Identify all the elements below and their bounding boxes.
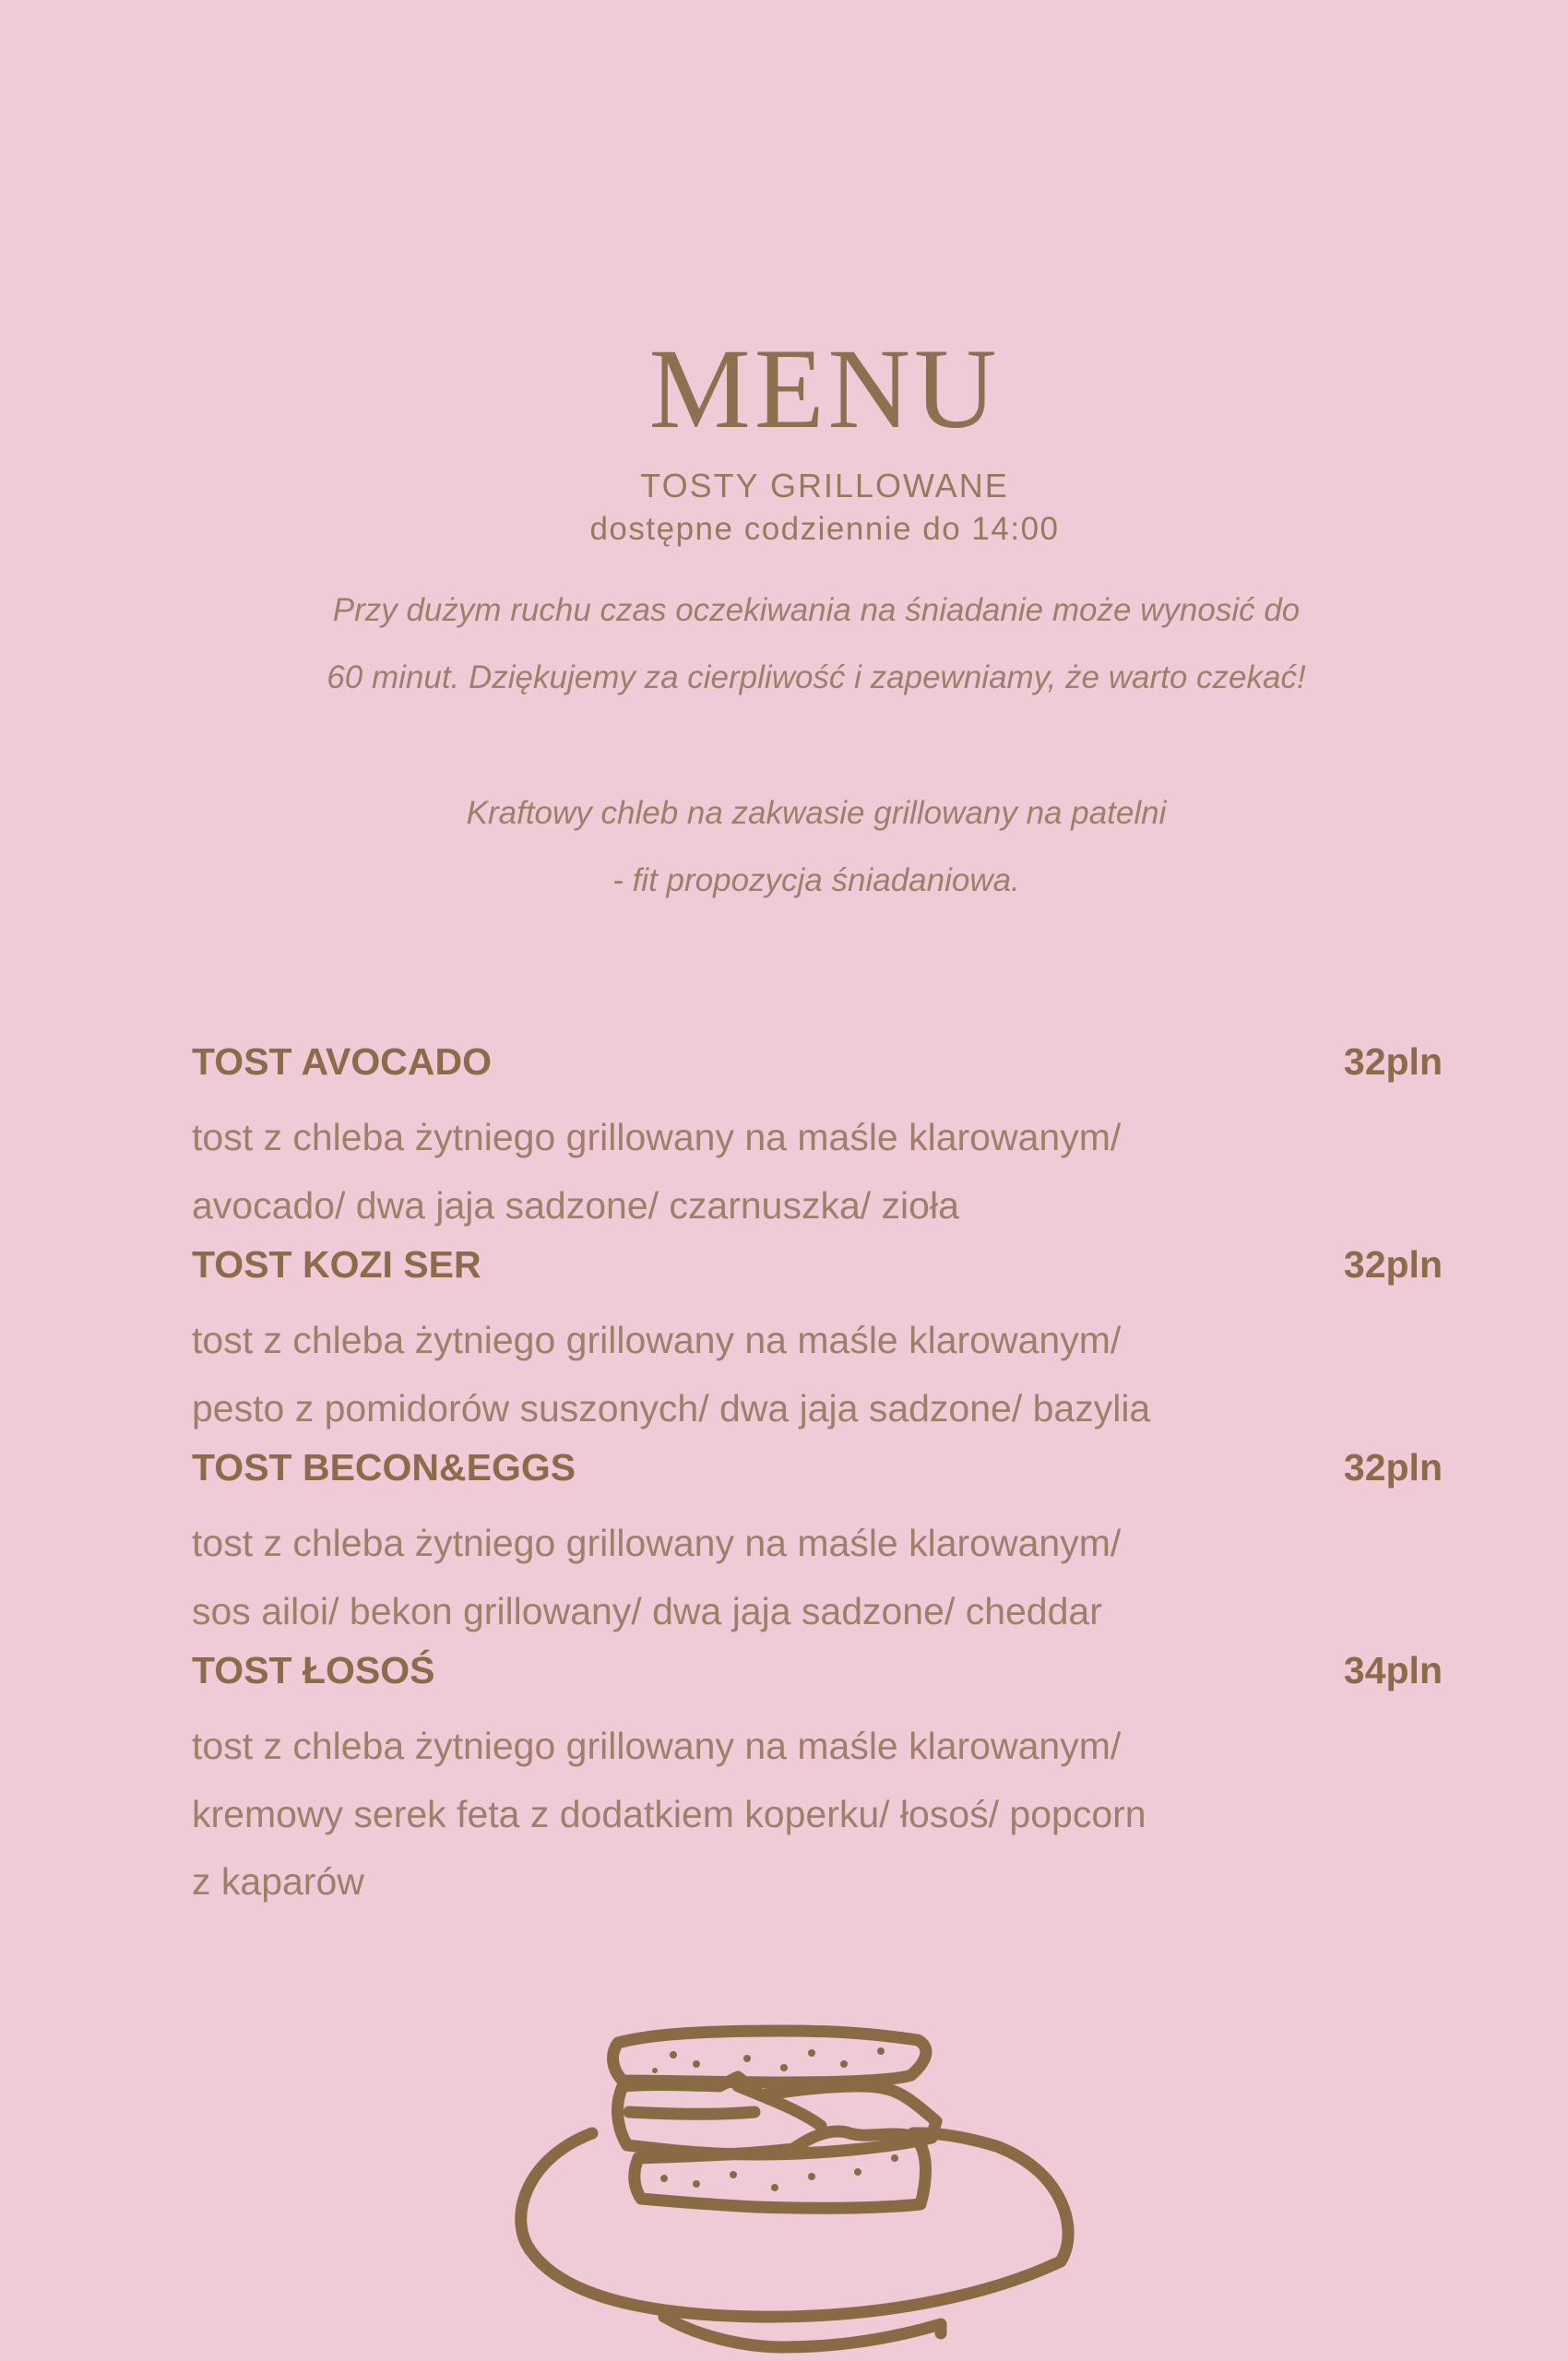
description-line: tost z chleba żytniego grillowany na maśle klarowanym/ xyxy=(192,1116,1122,1158)
description-line: sos ailoi/ bekon grillowany/ dwa jaja sadzone/ cheddar xyxy=(192,1589,1102,1632)
description-line: kremowy serek feta z dodatkiem koperku/ łosoś/ popcorn xyxy=(192,1792,1146,1835)
section-title: TOSTY GRILLOWANE xyxy=(640,467,1009,504)
menu-item-description xyxy=(192,1086,1444,1227)
menu-item-price: 34pln xyxy=(1343,1648,1443,1691)
menu-item-header xyxy=(192,1038,1444,1086)
menu-item xyxy=(192,1646,1444,1903)
menu-item-price: 32pln xyxy=(1343,1445,1443,1489)
menu-item-price: 32pln xyxy=(1343,1242,1443,1286)
menu-item-description xyxy=(192,1288,1444,1430)
description-line: tost z chleba żytniego grillowany na maśle klarowanym/ xyxy=(192,1522,1122,1564)
menu-item-name: TOST BECON&EGGS xyxy=(192,1445,576,1489)
description-line: avocado/ dwa jaja sadzone/ czarnuszka/ zioła xyxy=(192,1183,959,1227)
wait-note-line-1: Przy dużym ruchu czas oczekiwania na śniadanie może wynosić do xyxy=(332,592,1301,628)
description-line: tost z chleba żytniego grillowany na maśle klarowanym/ xyxy=(192,1725,1122,1767)
menu-item-name: TOST AVOCADO xyxy=(192,1039,492,1083)
bread-note-line-2: - fit propozycja śniadaniowa. xyxy=(612,862,1020,898)
menu-item xyxy=(192,1038,1444,1240)
menu-item-header xyxy=(192,1646,1444,1694)
description-line: pesto z pomidorów suszonych/ dwa jaja sadzone/ bazylia xyxy=(192,1386,1151,1430)
menu-item-name: TOST ŁOSOŚ xyxy=(192,1648,435,1691)
wait-note-line-2: 60 minut. Dziękujemy za cierpliwość i zapewniamy, że warto czekać! xyxy=(327,659,1306,695)
description-line: tost z chleba żytniego grillowany na maśle klarowanym/ xyxy=(192,1319,1122,1361)
menu-title: MENU xyxy=(648,326,1001,452)
description-line: z kaparów xyxy=(192,1860,364,1903)
bread-note-line-1: Kraftowy chleb na zakwasie grillowany na patelni xyxy=(466,795,1167,831)
menu-item-header xyxy=(192,1443,1444,1491)
menu-list xyxy=(192,1038,1444,1903)
menu-item-price: 32pln xyxy=(1343,1039,1443,1083)
menu-item xyxy=(192,1443,1444,1646)
availability-hours: dostępne codziennie do 14:00 xyxy=(589,511,1060,547)
menu-item-name: TOST KOZI SER xyxy=(192,1242,481,1286)
menu-item-header xyxy=(192,1240,1444,1288)
menu-item xyxy=(192,1240,1444,1443)
menu-item-description xyxy=(192,1491,1444,1632)
toast-on-plate-icon xyxy=(507,2020,1079,2361)
menu-item-description xyxy=(192,1694,1444,1903)
